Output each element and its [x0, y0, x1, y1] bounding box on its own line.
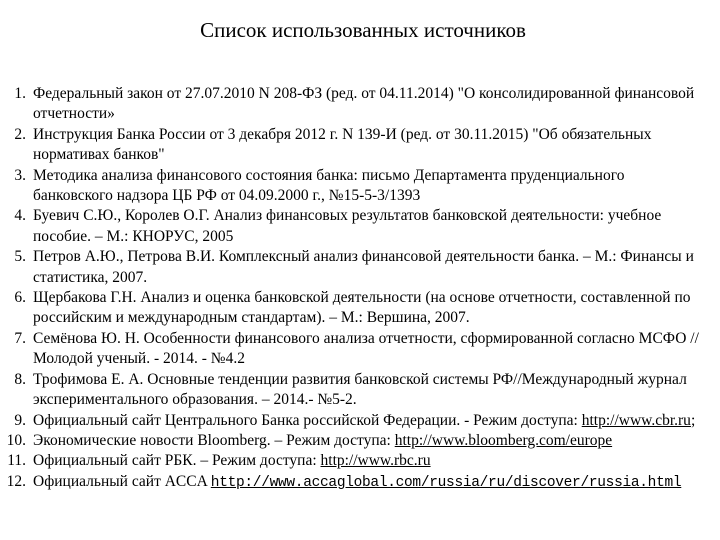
item-number: 11. — [7, 452, 26, 470]
item-text: Методика анализа финансового состояния банка: письмо Департамента пруденциального банковского надзора ЦБ РФ от 04.09.2000 г., №15-5-3/1393 — [33, 166, 625, 205]
item-number: 4. — [14, 207, 26, 225]
item-text: Щербакова Г.Н. Анализ и оценка банковской деятельности (на основе отчетности, составленной по российским и международным стандартам). – М.: Вершина, 2007. — [33, 289, 691, 327]
list-item — [0, 451, 705, 471]
item-text: Буевич С.Ю., Королев О.Г. Анализ финансовых результатов банковской деятельности: учебное пособие. – М.: КНОРУС, 2005 — [33, 207, 662, 245]
item-text: Официальный сайт РБК. – Режим доступа: — [33, 452, 321, 470]
item-number: 5. — [14, 248, 26, 266]
item-text: Петров А.Ю., Петрова В.И. Комплексный анализ финансовой деятельности банка. – М.: Финансы и статистика, 2007. — [33, 248, 694, 286]
item-number: 1. — [14, 85, 26, 102]
item-text: Официальный сайт ACCA — [33, 472, 211, 490]
list-item — [0, 472, 705, 493]
acca-link[interactable]: http://www.accaglobal.com/russia/ru/discover/russia.html — [210, 474, 682, 491]
item-text: Семёнова Ю. Н. Особенности финансового анализа отчетности, сформированной согласно МСФО // Молодой ученый. - 2014. - №4.2 — [33, 329, 699, 368]
list-item — [0, 247, 705, 288]
rbc-link[interactable]: http://www.rbc.ru — [320, 452, 431, 470]
cbr-link[interactable]: http://www.cbr.ru — [581, 411, 691, 429]
list-item — [0, 166, 705, 207]
item-number: 6. — [14, 289, 26, 307]
list-item — [0, 125, 705, 166]
item-number: 8. — [14, 370, 26, 388]
item-text: Трофимова Е. А. Основные тенденции развития банковской системы РФ//Международный журнал экспериментального образования. – 2014.- №5-2. — [33, 370, 687, 409]
page-title: Список использованных источников — [200, 18, 526, 42]
item-number: 12. — [6, 472, 26, 490]
item-text: Экономические новости Bloomberg. – Режим доступа: — [33, 431, 395, 449]
reference-list — [0, 84, 705, 493]
item-number: 7. — [14, 329, 26, 347]
item-suffix: ; — [690, 411, 696, 429]
bloomberg-link[interactable]: http://www.bloomberg.com/europe — [394, 431, 613, 449]
list-item — [0, 431, 705, 451]
list-item — [0, 411, 705, 431]
item-number: 3. — [14, 166, 26, 184]
item-text: Инструкция Банка России от 3 декабря 2012 г. N 139-И (ред. от 30.11.2015) "Об обязательных нормативах банков" — [33, 125, 652, 164]
list-item — [0, 329, 705, 370]
item-number: 2. — [14, 125, 26, 143]
list-item — [0, 84, 705, 125]
item-text: Официальный сайт Центрального Банка российской Федерации. - Режим доступа: — [33, 411, 582, 429]
item-number: 10. — [6, 431, 26, 449]
item-number: 9. — [14, 411, 26, 429]
list-item — [0, 206, 705, 247]
list-item — [0, 288, 705, 329]
list-item — [0, 370, 705, 411]
item-text: Федеральный закон от 27.07.2010 N 208-ФЗ (ред. от 04.11.2014) "О консолидированной финансовой отчетности» — [33, 85, 695, 123]
